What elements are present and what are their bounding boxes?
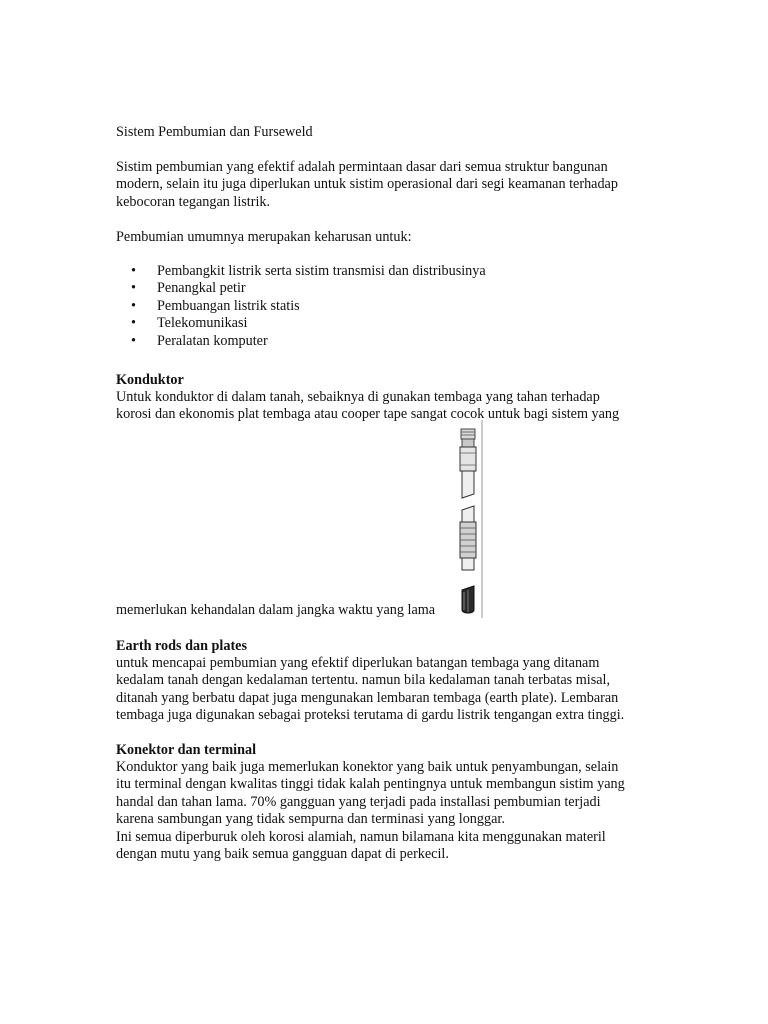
konektor-heading: Konektor dan terminal [116, 742, 257, 758]
earth-rods-line: ditanah yang berbatu dapat juga mengunakan lembaran tembaga (earth plate). Lembaran [116, 689, 619, 706]
list-item-text: Penangkal petir [157, 280, 246, 297]
list-item [116, 280, 676, 297]
intro-paragraph [116, 159, 676, 211]
konduktor-paragraph [116, 389, 676, 424]
list-item [116, 298, 676, 315]
bullet-icon: • [131, 332, 136, 349]
list-item [116, 263, 676, 280]
earth-rods-line: kedalam tanah dengan kedalaman tertentu. namun bila kedalaman tanah terbatas misal, [116, 672, 610, 689]
konektor-paragraph [116, 759, 676, 863]
bullet-icon: • [131, 315, 136, 332]
konektor-line: karena sambungan yang tidak sempurna dan terminasi yang longgar. [116, 811, 505, 828]
intro-line: Sistim pembumian yang efektif adalah permintaan dasar dari semua struktur bangunan [116, 159, 608, 175]
earth-rods-line: tembaga juga digunakan sebagai proteksi terutama di gardu listrik tengangan extra tinggi. [116, 707, 625, 724]
konduktor-heading: Konduktor [116, 372, 184, 388]
konektor-line: Ini semua diperburuk oleh korosi alamiah, namun bilamana kita menggunakan materil [116, 828, 606, 845]
earth-rods-heading: Earth rods dan plates [116, 638, 247, 654]
konektor-line: Konduktor yang baik juga memerlukan konektor yang baik untuk penyambungan, selain [116, 759, 619, 775]
requirements-list [116, 263, 676, 350]
bullet-icon: • [131, 297, 136, 314]
earth-rods-line: untuk mencapai pembumian yang efektif diperlukan batangan tembaga yang ditanam [116, 655, 600, 671]
bullet-icon: • [131, 263, 136, 279]
konektor-line: dengan mutu yang baik semua gangguan dapat di perkecil. [116, 846, 449, 863]
requirements-lead: Pembumian umumnya merupakan keharusan untuk: [116, 229, 412, 245]
konduktor-line: korosi dan ekonomis plat tembaga atau cooper tape sangat cocok untuk bagi sistem yang [116, 406, 620, 423]
list-item [116, 333, 676, 350]
intro-line: modern, selain itu juga diperlukan untuk sistim operasional dari segi keamanan terhadap [116, 176, 618, 193]
document-title: Sistem Pembumian dan Furseweld [116, 124, 313, 140]
earth-rods-paragraph [116, 655, 676, 725]
konektor-line: handal dan tahan lama. 70% gangguan yang terjadi pada installasi pembumian terjadi [116, 793, 601, 810]
list-item-text: Telekomunikasi [157, 315, 248, 332]
list-item-text: Pembuangan listrik statis [157, 297, 300, 314]
list-item-text: Peralatan komputer [157, 332, 268, 349]
list-item [116, 315, 676, 332]
konduktor-line: Untuk konduktor di dalam tanah, sebaiknya di gunakan tembaga yang tahan terhadap [116, 389, 600, 405]
bullet-icon: • [131, 280, 136, 297]
konektor-line: itu terminal dengan kwalitas tinggi tidak kalah pentingnya untuk membangun sistim yang [116, 776, 625, 793]
konduktor-trailing-line: memerlukan kehandalan dalam jangka waktu yang lama [116, 602, 436, 618]
list-item-text: Pembangkit listrik serta sistim transmisi dan distribusinya [157, 263, 486, 279]
intro-line: kebocoran tegangan listrik. [116, 193, 271, 210]
earth-rod-coupler-illustration-icon [455, 420, 485, 618]
